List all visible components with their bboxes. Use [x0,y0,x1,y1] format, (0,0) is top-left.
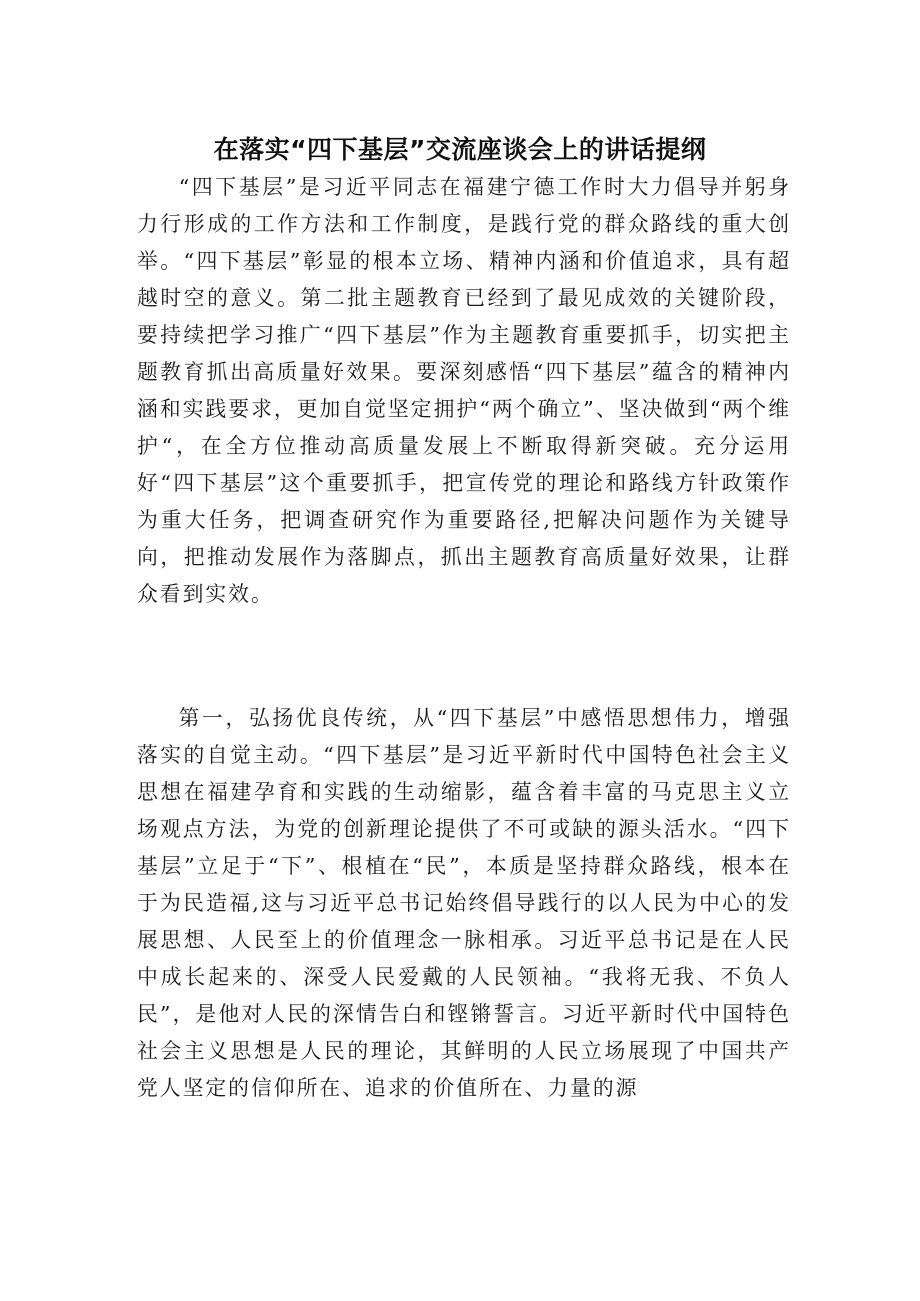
document-title: 在落实“四下基层”交流座谈会上的讲话提纲 [213,134,707,164]
paragraph-first-point: 第一，弘扬优良传统，从“四下基层”中感悟思想伟力，增强落实的自觉主动。“四下基层”是习近平新时代中国特色社会主义思想在福建孕育和实践的生动缩影，蕴含着丰富的马克思主义立场观点方法，为党的创新理论提供了不可或缺的源头活水。“四下基层”立足于“下”、根植在“民”，本质是坚持群众路线，根本在于为民造福,这与习近平总书记始终倡导践行的以人民为中心的发展思想、人民至上的价值理念一脉相承。习近平总书记是在人民中成长起来的、深受人民爱戴的人民领袖。“我将无我、不负人民”，是他对人民的深情告白和铿锵誓言。习近平新时代中国特色社会主义思想是人民的理论，其鲜明的人民立场展现了中国共产党人坚定的信仰所在、追求的价值所在、力量的源 [137,706,791,1100]
paragraph-intro: “四下基层”是习近平同志在福建宁德工作时大力倡导并躬身力行形成的工作方法和工作制度，是践行党的群众路线的重大创举。“四下基层”彰显的根本立场、精神内涵和价值追求，具有超越时空的意义。第二批主题教育已经到了最见成效的关键阶段，要持续把学习推广“四下基层”作为主题教育重要抓手，切实把主题教育抓出高质量好效果。要深刻感悟“四下基层”蕴含的精神内涵和实践要求，更加自觉坚定拥护“两个确立”、坚决做到“两个维护“，在全方位推动高质量发展上不断取得新突破。充分运用好“四下基层”这个重要抓手，把宣传党的理论和路线方针政策作为重大任务，把调查研究作为重要路径,把解决问题作为关键导向，把推动发展作为落脚点，抓出主题教育高质量好效果，让群众看到实效。 [137,175,791,606]
